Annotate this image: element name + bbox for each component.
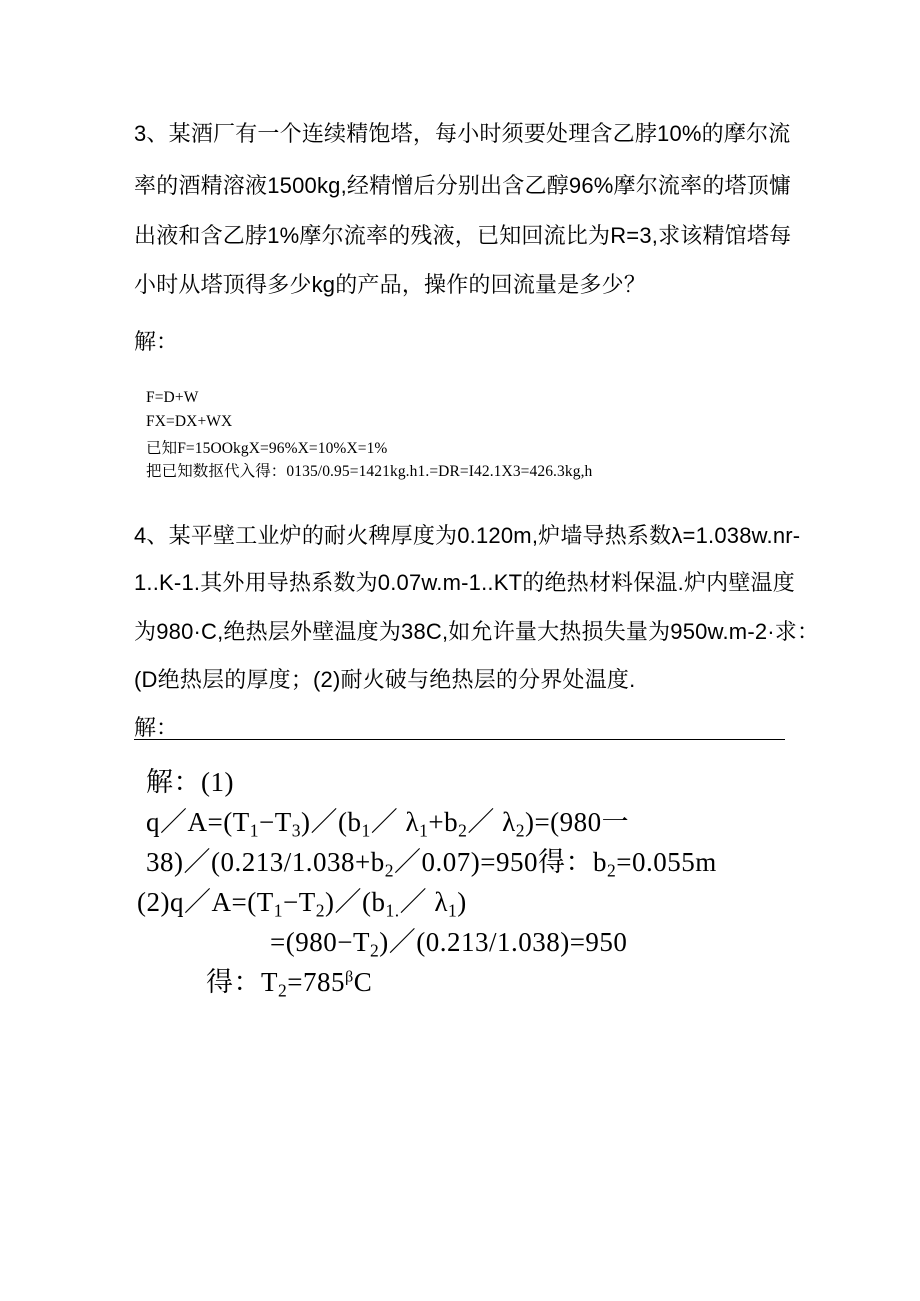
problem3-solution-line-2: FX=DX+WX: [146, 413, 233, 430]
problem4-solution-line-5: $=(980-T_2)/(0.213/1.038)=950$: [270, 927, 628, 961]
problem3-solution-line-3: 已知F=15OOkgX=96%X=10%X=1%: [146, 440, 388, 457]
problem4-solution-line-6: 得：$T_2=785^\beta C$: [206, 967, 373, 1001]
problem3-line-1: 3、某酒厂有一个连续精饱塔，每小时须要处理含乙脖10%的摩尔流: [134, 121, 791, 146]
problem3-answer-label: 解：: [134, 329, 179, 354]
problem3-solution-line-4: 把已知数抠代入得：0135/0.95=1421kg.h1.=DR=I42.1X3=426.3kg,h: [146, 463, 593, 480]
problem3-solution-line-1: F=D+W: [146, 389, 199, 406]
problem3-line-4: 小时从塔顶得多少kg的产品，操作的回流量是多少？: [134, 272, 647, 297]
problem4-solution-line-1: 解：(1): [146, 767, 234, 797]
problem4-line-1: 4、某平壁工业炉的耐火稗厚度为0.120m,炉墙导热系数λ=1.038w.nr-: [134, 523, 801, 548]
problem4-solution-line-3: $38)/(0.213/1.038+b_2/0.07)=950$得：$b_2=0.055m$: [146, 847, 717, 881]
problem4-solution-line-4: $(2)q/A=(T_1-T_2)/(b_{1.}/$ $\lambda_1$): [137, 887, 467, 921]
section-divider: [134, 739, 785, 740]
problem4-line-4: (D绝热层的厚度；(2)耐火破与绝热层的分界处温度.: [134, 667, 636, 692]
problem3-line-2: 率的酒精溶液1500kg,经精憎后分别出含乙醇96%摩尔流率的塔顶慵: [134, 173, 792, 198]
problem4-line-3: 为980·C,绝热层外壁温度为38C,如允许量大热损失量为950w.m-2·求：: [134, 619, 820, 644]
problem4-line-2: 1..K-1.其外用导热系数为0.07w.m-1..KT的绝热材料保温.炉内壁温度: [134, 570, 795, 595]
problem4-answer-label: 解：: [134, 715, 179, 740]
problem3-line-3: 出液和含乙脖1%摩尔流率的残液，已知回流比为R=3,求该精馆塔每: [134, 223, 792, 248]
problem4-solution-line-2: $q/A=(T_1-T_3)/(b_1/$ $\lambda_1+b_2/$ $\lambda_2)=(980$一: [146, 807, 630, 841]
